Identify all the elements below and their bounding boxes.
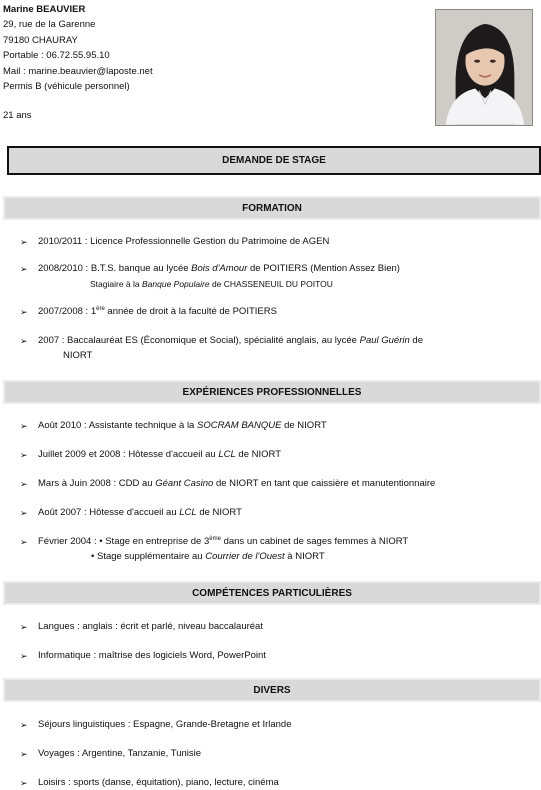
- mail-line: Mail : marine.beauvier@laposte.net: [3, 65, 153, 77]
- arrow-bullet-icon: ➢: [20, 749, 28, 759]
- candidate-name: Marine BEAUVIER: [3, 4, 86, 15]
- item-text: Séjours linguistiques : Espagne, Grande-Bretagne et Irlande: [38, 719, 292, 730]
- candidate-photo: [435, 9, 533, 126]
- section-header-experiences: EXPÉRIENCES PROFESSIONNELLES: [3, 380, 541, 404]
- arrow-bullet-icon: ➢: [20, 479, 28, 489]
- item-text: Langues : anglais : écrit et parlé, niveau baccalauréat: [38, 621, 263, 632]
- arrow-bullet-icon: ➢: [20, 651, 28, 661]
- section-header-formation: FORMATION: [3, 196, 541, 220]
- arrow-bullet-icon: ➢: [20, 537, 28, 547]
- contact-block: [3, 2, 303, 124]
- arrow-bullet-icon: ➢: [20, 778, 28, 788]
- item-subline: NIORT: [63, 350, 93, 361]
- item-text: Voyages : Argentine, Tanzanie, Tunisie: [38, 748, 202, 759]
- arrow-bullet-icon: ➢: [20, 622, 28, 632]
- item-text: 2008/2010 : B.T.S. banque au lycée Bois d'Amour de POITIERS (Mention Assez Bien): [38, 263, 400, 274]
- item-text: Informatique : maîtrise des logiciels Word, PowerPoint: [38, 650, 266, 661]
- age-line: 21 ans: [3, 110, 32, 122]
- arrow-bullet-icon: ➢: [20, 307, 28, 317]
- license-line: Permis B (véhicule personnel): [3, 81, 130, 93]
- item-text: 2007 : Baccalauréat ES (Économique et Social), spécialité anglais, au lycée Paul Guérin de: [38, 335, 423, 346]
- arrow-bullet-icon: ➢: [20, 421, 28, 431]
- arrow-bullet-icon: ➢: [20, 264, 28, 274]
- phone-line: Portable : 06.72.55.95.10: [3, 50, 110, 62]
- item-subline: • Stage supplémentaire au Courrier de l'Ouest à NIORT: [91, 551, 325, 562]
- arrow-bullet-icon: ➢: [20, 508, 28, 518]
- item-text: Mars à Juin 2008 : CDD au Géant Casino de NIORT en tant que caissière et manutentionnaire: [38, 478, 436, 489]
- item-text: Loisirs : sports (danse, équitation), piano, lecture, cinéma: [38, 777, 279, 788]
- item-text: 2010/2011 : Licence Professionnelle Gestion du Patrimoine de AGEN: [38, 236, 330, 247]
- portrait-image: [436, 10, 532, 125]
- item-text: Août 2007 : Hôtesse d'accueil au LCL de NIORT: [38, 507, 242, 518]
- item-text: Février 2004 : • Stage en entreprise de 3ème dans un cabinet de sages femmes à NIORT: [38, 535, 409, 547]
- item-text: 2007/2008 : 1ère année de droit à la faculté de POITIERS: [38, 305, 277, 317]
- section-header-divers: DIVERS: [3, 678, 541, 702]
- section-header-competences: COMPÉTENCES PARTICULIÈRES: [3, 581, 541, 605]
- address-line: 29, rue de la Garenne: [3, 19, 96, 31]
- arrow-bullet-icon: ➢: [20, 237, 28, 247]
- page-title: DEMANDE DE STAGE: [7, 146, 541, 175]
- arrow-bullet-icon: ➢: [20, 720, 28, 730]
- arrow-bullet-icon: ➢: [20, 450, 28, 460]
- item-text: Août 2010 : Assistante technique à la SOCRAM BANQUE de NIORT: [38, 420, 327, 431]
- arrow-bullet-icon: ➢: [20, 336, 28, 346]
- city-line: 79180 CHAURAY: [3, 34, 78, 46]
- item-subline: Stagiaire à la Banque Populaire de CHASSENEUIL DU POITOU: [90, 279, 333, 289]
- item-text: Juillet 2009 et 2008 : Hôtesse d'accueil au LCL de NIORT: [38, 449, 281, 460]
